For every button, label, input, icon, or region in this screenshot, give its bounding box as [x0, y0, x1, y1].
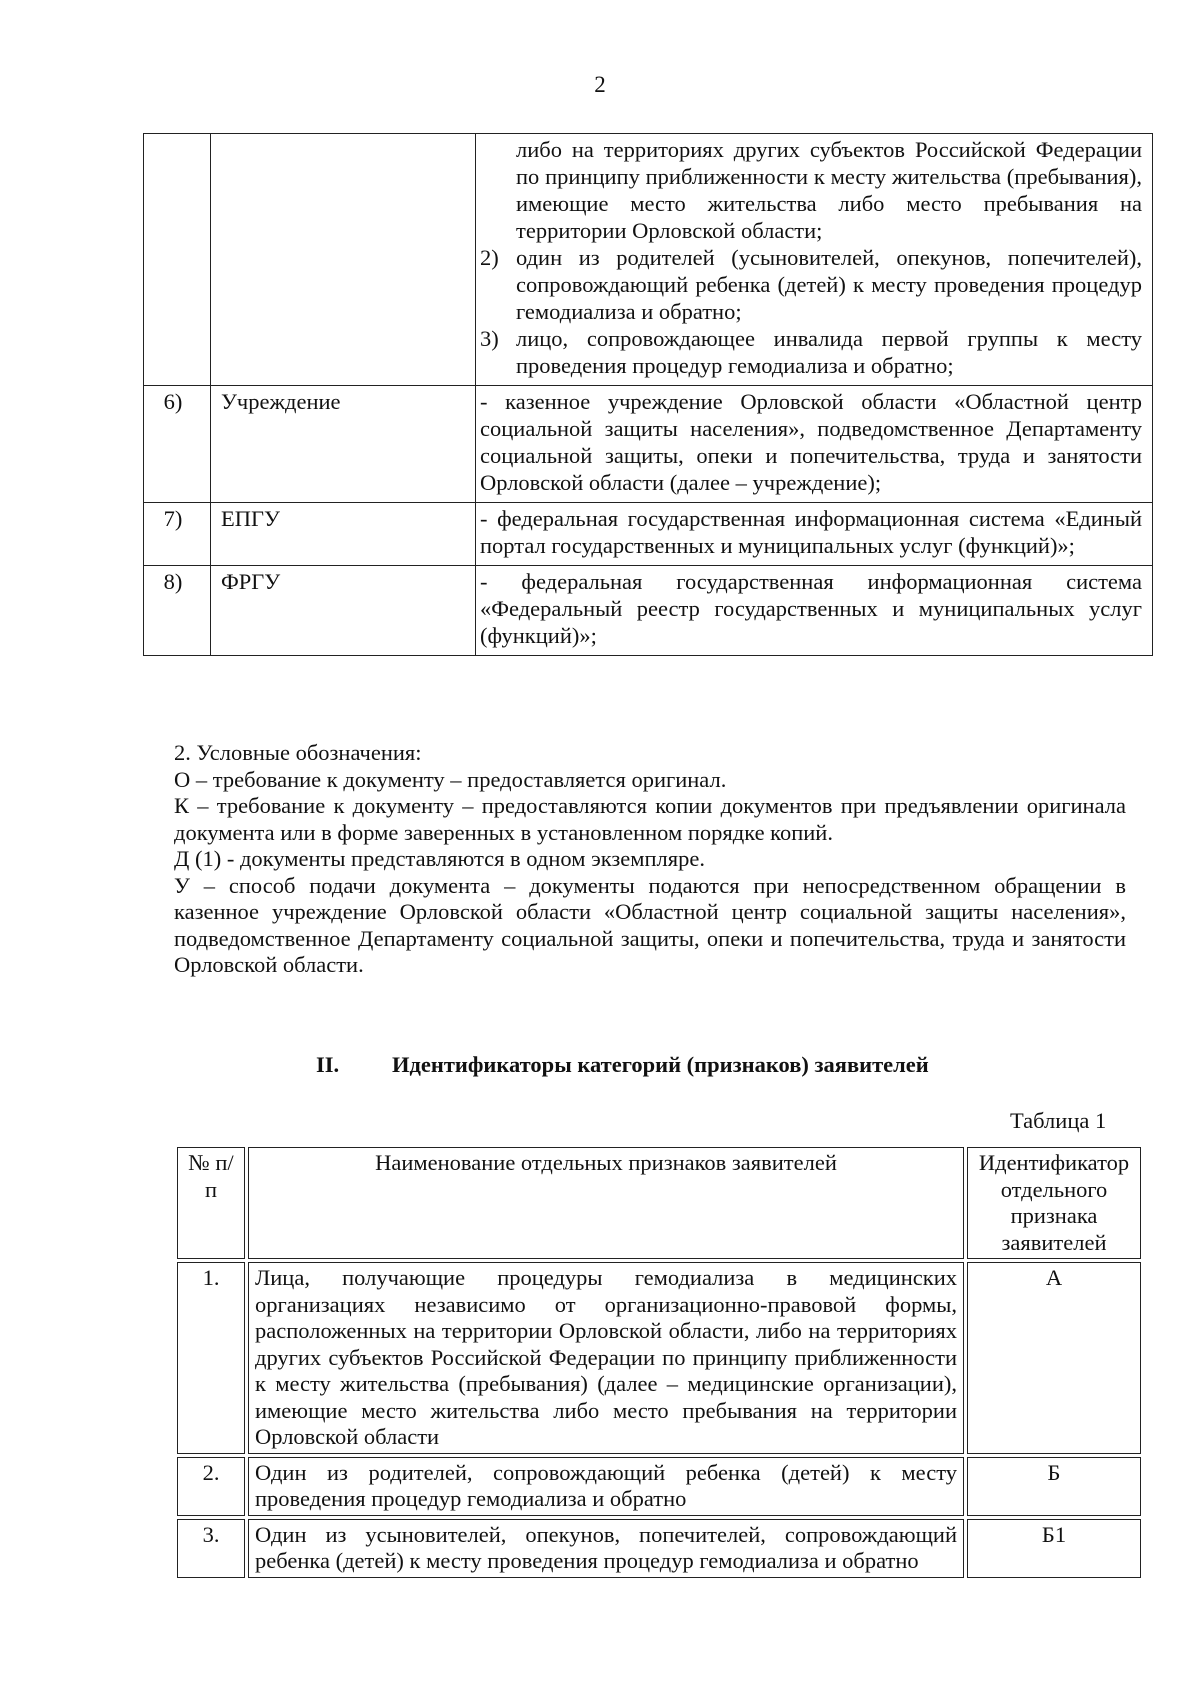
- list-text: один из родителей (усыновителей, опекунов, попечителей), сопровождающий ребенка (детей) к месту проведения процедур гемодиализа и обратно;: [516, 245, 1142, 324]
- legend-item: О – требование к документу – предоставляется оригинал.: [174, 766, 727, 792]
- section-heading: [316, 1052, 1036, 1078]
- legend-item: К – требование к документу – предоставляются копии документов при предъявлении оригинала документа или в форме заверенных в установленном порядке копий.: [174, 793, 1126, 845]
- table-header-row: [177, 1147, 1141, 1259]
- term-cell: Учреждение: [211, 386, 476, 503]
- list-text: лицо, сопровождающее инвалида первой группы к месту проведения процедур гемодиализа и обратно;: [516, 326, 1142, 378]
- table-row: [144, 134, 1153, 386]
- term-cell: ФРГУ: [211, 566, 476, 656]
- identifiers-table: [174, 1144, 1144, 1581]
- row-number: 1.: [177, 1262, 245, 1454]
- table-row: [177, 1519, 1141, 1578]
- term-cell: [211, 134, 476, 386]
- row-name: Лица, получающие процедуры гемодиализа в медицинских организациях независимо от организационно-правовой формы, расположенных на территории Орловской области, либо на территориях других субъектов Российской Федерации по принципу приближенности к месту жительства (пребывания) (далее – медицинские организации), имеющие место жительства либо место пребывания на территории Орловской области: [248, 1262, 964, 1454]
- row-number: 3.: [177, 1519, 245, 1578]
- definition-cell: - федеральная государственная информационная система «Федеральный реестр государственных и муниципальных услуг (функций)»;: [476, 566, 1153, 656]
- table-row: [144, 386, 1153, 503]
- header-num: № п/п: [177, 1147, 245, 1259]
- list-item: [480, 325, 1142, 379]
- header-name: Наименование отдельных признаков заявителей: [248, 1147, 964, 1259]
- legend-block: [174, 740, 1126, 979]
- row-identifier: А: [967, 1262, 1141, 1454]
- row-number: 8): [144, 566, 211, 656]
- definition-cell: - казенное учреждение Орловской области «Областной центр социальной защиты населения», подведомственное Департаменту социальной защиты, опеки и попечительства, труда и занятости Орловской области (далее – учреждение);: [476, 386, 1153, 503]
- definition-continued-text: либо на территориях других субъектов Российской Федерации по принципу приближенности к месту жительства (пребывания), имеющие место жительства либо место пребывания на территории Орловской области;: [516, 137, 1142, 243]
- row-number: 6): [144, 386, 211, 503]
- list-item: [480, 244, 1142, 325]
- row-number: 7): [144, 503, 211, 566]
- term-cell: ЕПГУ: [211, 503, 476, 566]
- section-title: Идентификаторы категорий (признаков) заявителей: [392, 1052, 929, 1077]
- list-marker: 2): [480, 245, 499, 270]
- legend-item: У – способ подачи документа – документы подаются при непосредственном обращении в казенное учреждение Орловской области «Областной центр социальной защиты населения», подведомственное Департаменту социальной защиты, опеки и попечительства, труда и занятости Орловской области.: [174, 872, 1126, 977]
- definitions-table: [143, 133, 1153, 656]
- definition-cell: - федеральная государственная информационная система «Единый портал государственных и муниципальных услуг (функций)»;: [476, 503, 1153, 566]
- list-marker: 3): [480, 326, 499, 351]
- row-number: [144, 134, 211, 386]
- legend-item: Д (1) - документы представляются в одном экземпляре.: [174, 846, 705, 871]
- table-row: [177, 1457, 1141, 1516]
- table-row: [144, 566, 1153, 656]
- row-identifier: Б: [967, 1457, 1141, 1516]
- row-number: 2.: [177, 1457, 245, 1516]
- section-number: II.: [316, 1052, 340, 1077]
- legend-heading: 2. Условные обозначения:: [174, 740, 422, 765]
- row-name: Один из родителей, сопровождающий ребенка (детей) к месту проведения процедур гемодиализа и обратно: [248, 1457, 964, 1516]
- definition-cell: [476, 134, 1153, 386]
- table-row: [144, 503, 1153, 566]
- table-caption: Таблица 1: [1010, 1108, 1107, 1133]
- table-row: [177, 1262, 1141, 1454]
- header-id: Идентификатор отдельного признака заявителей: [967, 1147, 1141, 1259]
- row-name: Один из усыновителей, опекунов, попечителей, сопровождающий ребенка (детей) к месту проведения процедур гемодиализа и обратно: [248, 1519, 964, 1578]
- row-identifier: Б1: [967, 1519, 1141, 1578]
- page-number: 2: [594, 72, 606, 97]
